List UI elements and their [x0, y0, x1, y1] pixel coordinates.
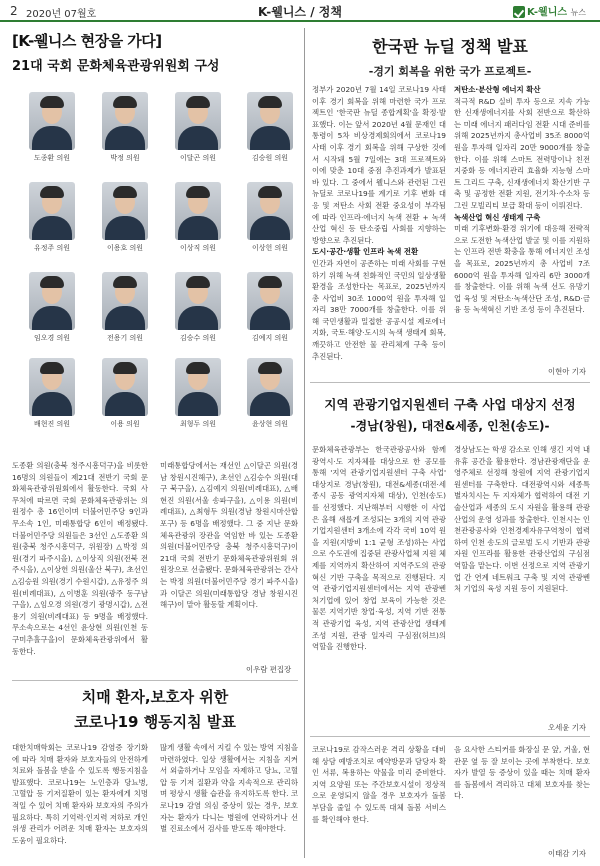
member-photo	[102, 272, 148, 330]
member-name: 이달곤 의원	[179, 154, 217, 162]
member-photo	[175, 182, 221, 240]
member-photo	[102, 92, 148, 150]
member-name: 이상헌 의원	[251, 244, 289, 252]
member-photo	[29, 92, 75, 150]
tourism-body-1: 문화체육관광부는 한국관광공사와 함께 광역시·도 지자체를 대상으로 한 공모를 통해 '지역 관광기업지원센터 구축 사업' 대상지로 경남(창원), 대전&세종(대전·세종시 공동 광역지자체 대상), 인천(송도)를 선정했다. 지난해부터 시행한 이 사업은 올해 새롭게 조성되는 3개의 지역 관광기업지원센터 3개소에 각각 국비 10억 원을 지원(지방비 1:1 균형 조성)하는 사업으로 수도권에 집중된 관광사업체 지원 체제를 지역까지 확산하여 지역주도의 관광혁신 기반 구축을 목적으로 진행된다. 지역 관광기업지원센터에서는 지역 관광벤처기업에 있어 창업 보육이 가능한 것은 물론 지역기반 창업·육성, 지역 기반 전통적 관광기업 육성, 지역 관광산업 생태계 조성 지원, 관광 일자리 구심점(허브)의 역할을 진행한다.	[312, 445, 446, 652]
member-photo	[29, 272, 75, 330]
newdeal-subhead: -경기 회복을 위한 국가 프로젝트-	[368, 65, 532, 78]
member-card	[240, 358, 300, 433]
member-name: 윤상현 의원	[251, 420, 289, 428]
member-name: 이용 의원	[110, 420, 140, 428]
newdeal-body-2: 저탄소·분산형 에너지 확산 적극적 R&D 실비 투자 등으로 지속 가능한 신재생에너지를 사회 전반으로 확산하는 미래 에너지 패러다임 전환 시대 준비를 위해 2025년까지 총사업비 35조 8000억 원을 투자해 일자리 20만 9000개를 창출한다. 이를 위해 스마트 전력망이나 친전 지중화 등 에너지관리 효율화 지능형 스마트 그리드 구축, 신재생에너지 확산기반 구축 및 공정한 전환 지원, 전기차·수소차 등 그린 모빌리티 보급 확대 등이 이뤄진다. 녹색산업 혁신 생태계 구축 미래 기후변화·환경 위기에 대응해 전략적으로 도전한 녹색산업 발굴 및 이를 지원하는 인프라 전반 확충을 통해 에너지인 조성을 목표로, 2025년까지 총 사업비 7조 6000억 원을 투자해 일자리 6만 3000개를 창출한다. 이를 위해 녹색 선도 유망기업 육성 및 저탄소·녹색산단 조성, R&D·금융 등 녹색혁신 기반 조성 등이 추진된다.	[454, 85, 590, 315]
member-name: 유정주 의원	[33, 244, 71, 252]
member-photo	[175, 92, 221, 150]
member-photo	[175, 358, 221, 416]
dementia-byline: 이태감 기자	[548, 849, 587, 858]
member-name: 이용호 의원	[106, 244, 144, 252]
check-logo-icon	[513, 6, 525, 18]
newdeal-subheading-3: 녹색산업 혁신 생태계 구축	[454, 212, 541, 222]
newdeal-body-1: 정부가 2020년 7월 14일 코로나19 사태 이후 경기 회복을 위해 마련한 국가 프로젝트인 '한국판 뉴딜 종합계획'을 확정·발표했다. 이는 앞서 2020년 4월 문재인 대통령이 5차 비상경제회의에서 코로나19 사태 이후 경기 회복을 위해 구상한 것에서 시작돼 5월 7일에는 3대 프로젝트와 이에 맞춘 10대 중점 추진과제가 발표된 바 있다. 그 중에서 웰니스와 관련된 그린뉴딜로 코로나19를 계기로 기후 변화 대응 및 저탄소 사회 전환 중요성이 부각됨에 따라 인프라·에너지 녹색 전환 + 녹색산업 혁신 등 탄소중립 사회를 지향하는 방향으로 추진된다. 도시·공간·생활 인프라 녹색 전환 인간과 자연이 공존하는 미래 사회를 구현하기 위해 녹색 친화적인 국민의 일상생활 환경을 조성한다는 목표로, 2025년까지 총 사업비 30조 1000억 원을 투자해 일자리 38만 7000개를 창출한다. 이를 위해 국민생활과 밀접한 공공시설 제로에너지화, 국토·해양·도시의 녹색 생태계 회복, 깨끗하고 안전한 물 관리체계 구축 등이 추진된다.	[312, 85, 446, 361]
member-name: 박정 의원	[110, 154, 140, 162]
member-name: 최형두 의원	[179, 420, 217, 428]
member-photo	[175, 272, 221, 330]
member-card	[168, 182, 228, 257]
dementia-body-4: 음 요사한 스티커를 화장실 문 앞, 거울, 현관문 옆 등 잘 보이는 곳에 부착한다. 보호자가 발열 등 증상이 있을 때는 치매 환자를 돌봄에서 격리하고 대체 보호자를 찾는다.	[454, 745, 590, 801]
member-card	[240, 182, 300, 257]
member-card	[95, 272, 155, 347]
issue-date: 2020년 07월호	[26, 9, 97, 20]
dementia-body-1: 대한치매학회는 코로나19 감염증 장기화에 따라 치매 환자와 보호자들의 안전하게 치료와 돌봄을 받을 수 있도록 행동지침을 발표했다. 코로나19는 노인층과 당뇨병, 고혈압 등 기저질환이 있는 환자에게 치명적일 수 있어 치매 환자와 보호자의 주의가 필요하다. 특히 기억력·인지력 저하로 개인위생 관리가 어려운 치매 환자는 보호자의 도움이 필요하다.	[12, 743, 148, 845]
article-headline: 21대 국회 문화체육관광위원회 구성	[12, 59, 220, 74]
member-name: 김승수 의원	[179, 334, 217, 342]
member-card	[95, 92, 155, 167]
headline-line-1: 치매 환자,보호자 위한	[81, 688, 229, 706]
dementia-body-3: 코로나19로 감작스러운 격리 상황을 대비해 상담 예방조치로 예약방문과 담당자 확인 서류, 복용하는 약물을 미리 준비한다. 지역 요양원 또는 주간보호시설이 정상적으로 운영되지 않을 경우 보호자가 돌봄 부담을 줄일 수 있도록 대체 돌봄 서비스를 확인해야 한다.	[312, 745, 446, 824]
left-article-header	[12, 30, 298, 74]
newdeal-subheading-1: 도시·공간·생활 인프라 녹색 전환	[312, 247, 419, 257]
headline-line-2: 코로나19 행동지침 발표	[74, 713, 236, 731]
left-article-body-2: 미래통합당에서는 재선인 △이달곤 의원(경남 창원시진해구), 초선인 △김승수 의원(대구 북구을), △김예지 의원(비례대표), △배현진 의원(서울 송파구을), △이용 의원(비례대표), △최형두 의원(경남 창원시마산합포구) 등 6명을 배정했다. 그 중 지난 문화체육관광위 장관을 역임한 바 있는 도종환 의원(더불어민주당 충북 청주시흥덕구)이 21대 국회 전반기 문화체육관광위원회 위원장으로 선출됐다. 문화체육관광위는 간사는 박정 의원(더불어민주당 경기 파주시을)과 이달곤 의원(미래통합당 경남 창원시진해구)이 맡아 활동할 계획이다.	[160, 461, 298, 610]
member-photo	[29, 358, 75, 416]
member-name: 도종환 의원	[33, 154, 71, 162]
member-name: 임오경 의원	[33, 334, 71, 342]
member-card	[168, 92, 228, 167]
member-photo	[247, 182, 293, 240]
left-article-body-1: 도종환 의원(충북 청주시흥덕구)을 비롯한 16명의 의원들이 제21대 전반기 국회 문화체육관광위원회에서 활동한다. 국회 사무처에 따르면 국회 문화체육관광위는 의원정수 총 16인이며 더불어민주당 9인과 무소속 1인, 미래통합당 6인이 배정됐다. 더불어민주당 의원들은 3선인 △도종환 의원(충북 청주시흥덕구, 위원장) △박정 의원(경기 파주시을), △이상직 의원(전북 전주시을), △이상헌 의원(울산 북구), 초선인 △김승원 의원(경기 수원시갑), △유정주 의원(비례대표), △이병훈 의원(광주 동구남구을), △임오경 의원(경기 광명시갑), △전용기 의원(비례대표) 등 9명을 배정했다. 무소속으로는 4선인 윤상현 의원(인천 동구미추홀구을)이 문화체육관광위에서 활동한다.	[12, 461, 148, 656]
right-top-header	[310, 34, 590, 79]
newdeal-byline: 이현아 기자	[548, 367, 587, 376]
member-card	[168, 272, 228, 347]
section-divider	[310, 382, 590, 383]
member-photo	[247, 272, 293, 330]
member-card	[240, 92, 300, 167]
tourism-body-2: 경상남도는 학생 감소로 인해 생긴 지역 내 유휴 공간을 활용한다. 경남관광재단을 운영주체로 선정해 창원에 지역 관광기업지원센터를 구축한다. 대전광역시와 세종특별자치시는 두 지자체가 협력하여 대전 기술산업과 세종의 도시 자원을 활용해 관광산업의 운영 성과를 창출한다. 인천시는 인천관광공사와 인천경제자유구역청이 협력하여 인천 송도의 글로벌 도시 기반과 관광자원 인프라를 활용한 관광산업의 구심점 역할을 맡는다. 이번 선정으로 지역 관광기업 간 연계 네트워크 구축 및 지역 관광벤처 기업의 육성 지원 등이 지원된다.	[454, 445, 590, 594]
member-card	[240, 272, 300, 347]
newdeal-subheading-2: 저탄소·분산형 에너지 확산	[454, 85, 541, 94]
member-photo	[247, 92, 293, 150]
page-number: 2	[10, 4, 18, 18]
member-name: 배현진 의원	[33, 420, 71, 428]
section-title: K-웰니스 / 정책	[258, 5, 342, 19]
tourism-byline: 오세윤 기자	[548, 723, 587, 732]
member-name: 김승원 의원	[251, 154, 289, 162]
section-divider	[310, 736, 590, 737]
column-divider	[304, 28, 305, 858]
member-photo	[247, 358, 293, 416]
member-card	[22, 92, 82, 167]
brand-logo: K-웰니스 뉴스	[513, 3, 586, 18]
member-card	[22, 182, 82, 257]
member-photo	[102, 358, 148, 416]
article-kicker: [K-웰니스 현장을 가다]	[12, 32, 162, 50]
page-header	[0, 0, 600, 22]
member-card	[22, 358, 82, 433]
bottom-left-headline	[12, 686, 298, 732]
member-photo	[102, 182, 148, 240]
section-divider	[12, 680, 298, 681]
right-mid-header	[310, 395, 590, 434]
member-card	[22, 272, 82, 347]
tourism-headline: 지역 관광기업지원센터 구축 사업 대상지 선정	[324, 397, 576, 412]
member-name: 김예지 의원	[251, 334, 289, 342]
member-card	[95, 182, 155, 257]
member-name: 전용기 의원	[106, 334, 144, 342]
member-card	[95, 358, 155, 433]
member-name: 이상직 의원	[179, 244, 217, 252]
dementia-body-2: 많게 생활 속에서 지킬 수 있는 방역 지침을 마련하였다. 일상 생활에서는 지침을 지켜서 외출하거나 모임을 자제하고 당뇨, 고혈압 등 기저 질환과 약을 지속적으로 관리하며 평상시 생활 습관을 유지하도록 한다. 코로나19 감염 의심 증상이 있는 경우, 보호자는 환자가 다니는 병원에 연락하거나 선별 진료소에서 검사를 받도록 해야한다.	[160, 743, 298, 834]
newdeal-headline: 한국판 뉴딜 정책 발표	[372, 37, 528, 56]
left-article-byline: 이우람 편집장	[246, 665, 292, 674]
member-card	[168, 358, 228, 433]
tourism-subhead: -경남(창원), 대전&세종, 인천(송도)-	[350, 419, 550, 433]
member-photo	[29, 182, 75, 240]
